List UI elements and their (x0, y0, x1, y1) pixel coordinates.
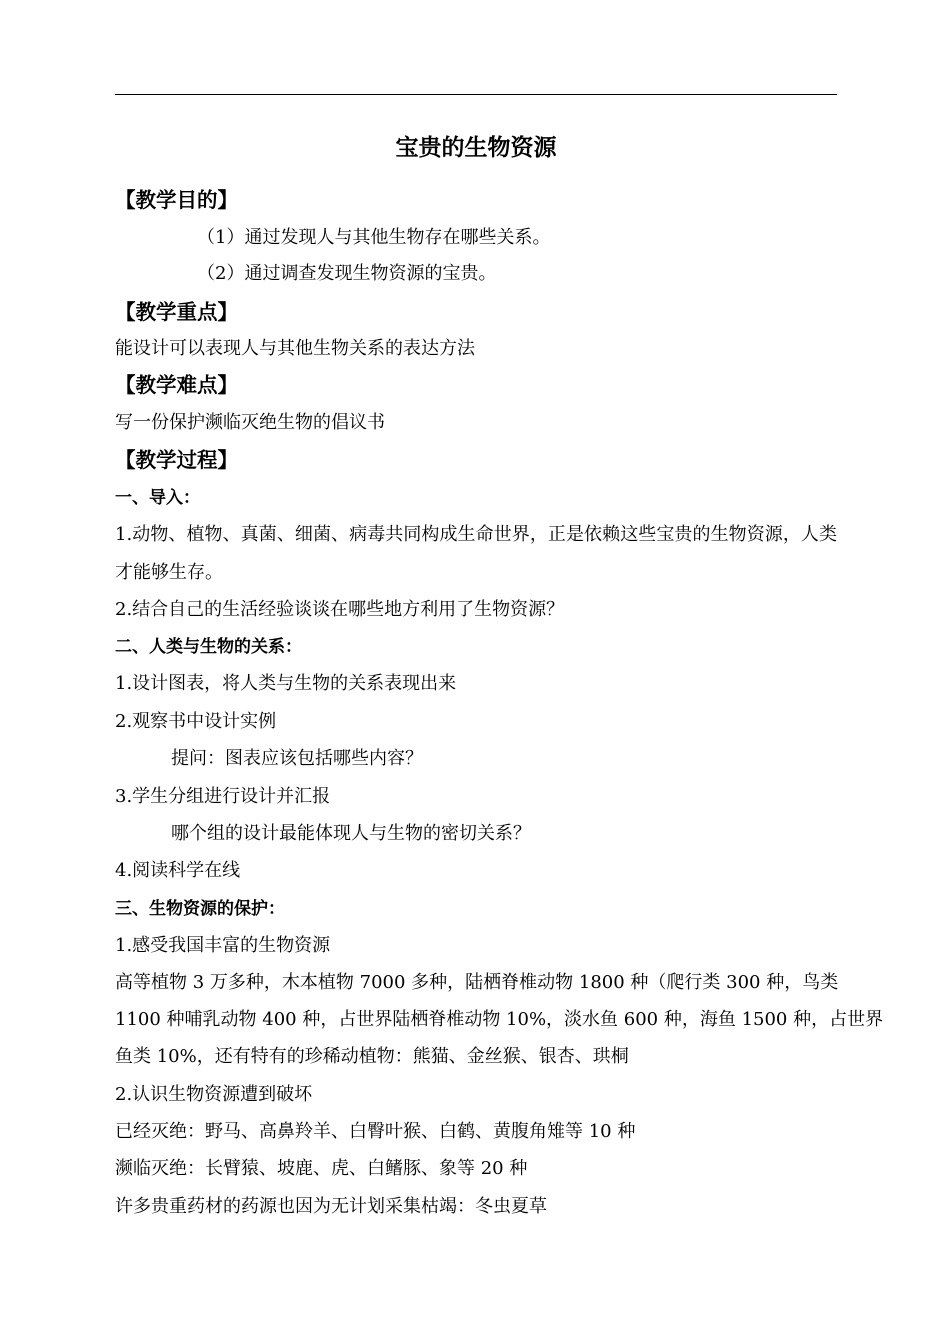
part2-paragraph-4: 4.阅读科学在线 (115, 860, 241, 881)
part3-stats-line-1: 高等植物 3 万多种，木本植物 7000 多种，陆栖脊椎动物 1800 种（爬行类 300 种，鸟类 (115, 972, 839, 993)
extinct-list: 已经灭绝：野马、高鼻羚羊、白臀叶猴、白鹤、黄腹角雉等 10 种 (115, 1121, 636, 1142)
part1-paragraph-2: 2.结合自己的生活经验谈谈在哪些地方利用了生物资源？ (115, 599, 565, 620)
part1-paragraph-1-line-2: 才能够生存。 (115, 562, 223, 583)
part3-paragraph-1: 1.感受我国丰富的生物资源 (115, 935, 331, 956)
part3-heading: 三、生物资源的保护： (115, 899, 285, 919)
part2-question-2: 哪个组的设计最能体现人与生物的密切关系？ (171, 823, 531, 844)
difficulty-text: 写一份保护濒临灭绝生物的倡议书 (115, 412, 385, 433)
page-title: 宝贵的生物资源 (395, 135, 557, 161)
part2-heading: 二、人类与生物的关系： (115, 637, 302, 657)
document-page (115, 0, 884, 1344)
part2-question-1: 提问：图表应该包括哪些内容？ (171, 748, 423, 769)
part3-stats-line-3: 鱼类 10%，还有特有的珍稀动植物：熊猫、金丝猴、银杏、珙桐 (115, 1046, 629, 1067)
objectives-heading: 【教学目的】 (115, 188, 238, 212)
part3-paragraph-2: 2.认识生物资源遭到破坏 (115, 1084, 313, 1105)
endangered-list: 濒临灭绝：长臂猿、坡鹿、虎、白鳍豚、象等 20 种 (115, 1158, 528, 1179)
header-rule (115, 94, 837, 95)
medicine-note: 许多贵重药材的药源也因为无计划采集枯竭：冬虫夏草 (115, 1196, 547, 1217)
part2-paragraph-3: 3.学生分组进行设计并汇报 (115, 786, 331, 807)
objective-item-2: （2）通过调查发现生物资源的宝贵。 (197, 263, 497, 284)
part2-paragraph-1: 1.设计图表，将人类与生物的关系表现出来 (115, 673, 457, 694)
part1-heading: 一、导入： (115, 488, 200, 508)
key-point-text: 能设计可以表现人与其他生物关系的表达方法 (115, 338, 475, 359)
difficulty-heading: 【教学难点】 (115, 373, 238, 397)
process-heading: 【教学过程】 (115, 448, 238, 472)
key-point-heading: 【教学重点】 (115, 300, 238, 324)
part2-paragraph-2: 2.观察书中设计实例 (115, 711, 277, 732)
part1-paragraph-1-line-1: 1.动物、植物、真菌、细菌、病毒共同构成生命世界，正是依赖这些宝贵的生物资源，人类 (115, 524, 837, 545)
part3-stats-line-2: 1100 种哺乳动物 400 种，占世界陆栖脊椎动物 10%，淡水鱼 600 种，海鱼 1500 种，占世界 (115, 1009, 884, 1030)
objective-item-1: （1）通过发现人与其他生物存在哪些关系。 (197, 227, 551, 248)
